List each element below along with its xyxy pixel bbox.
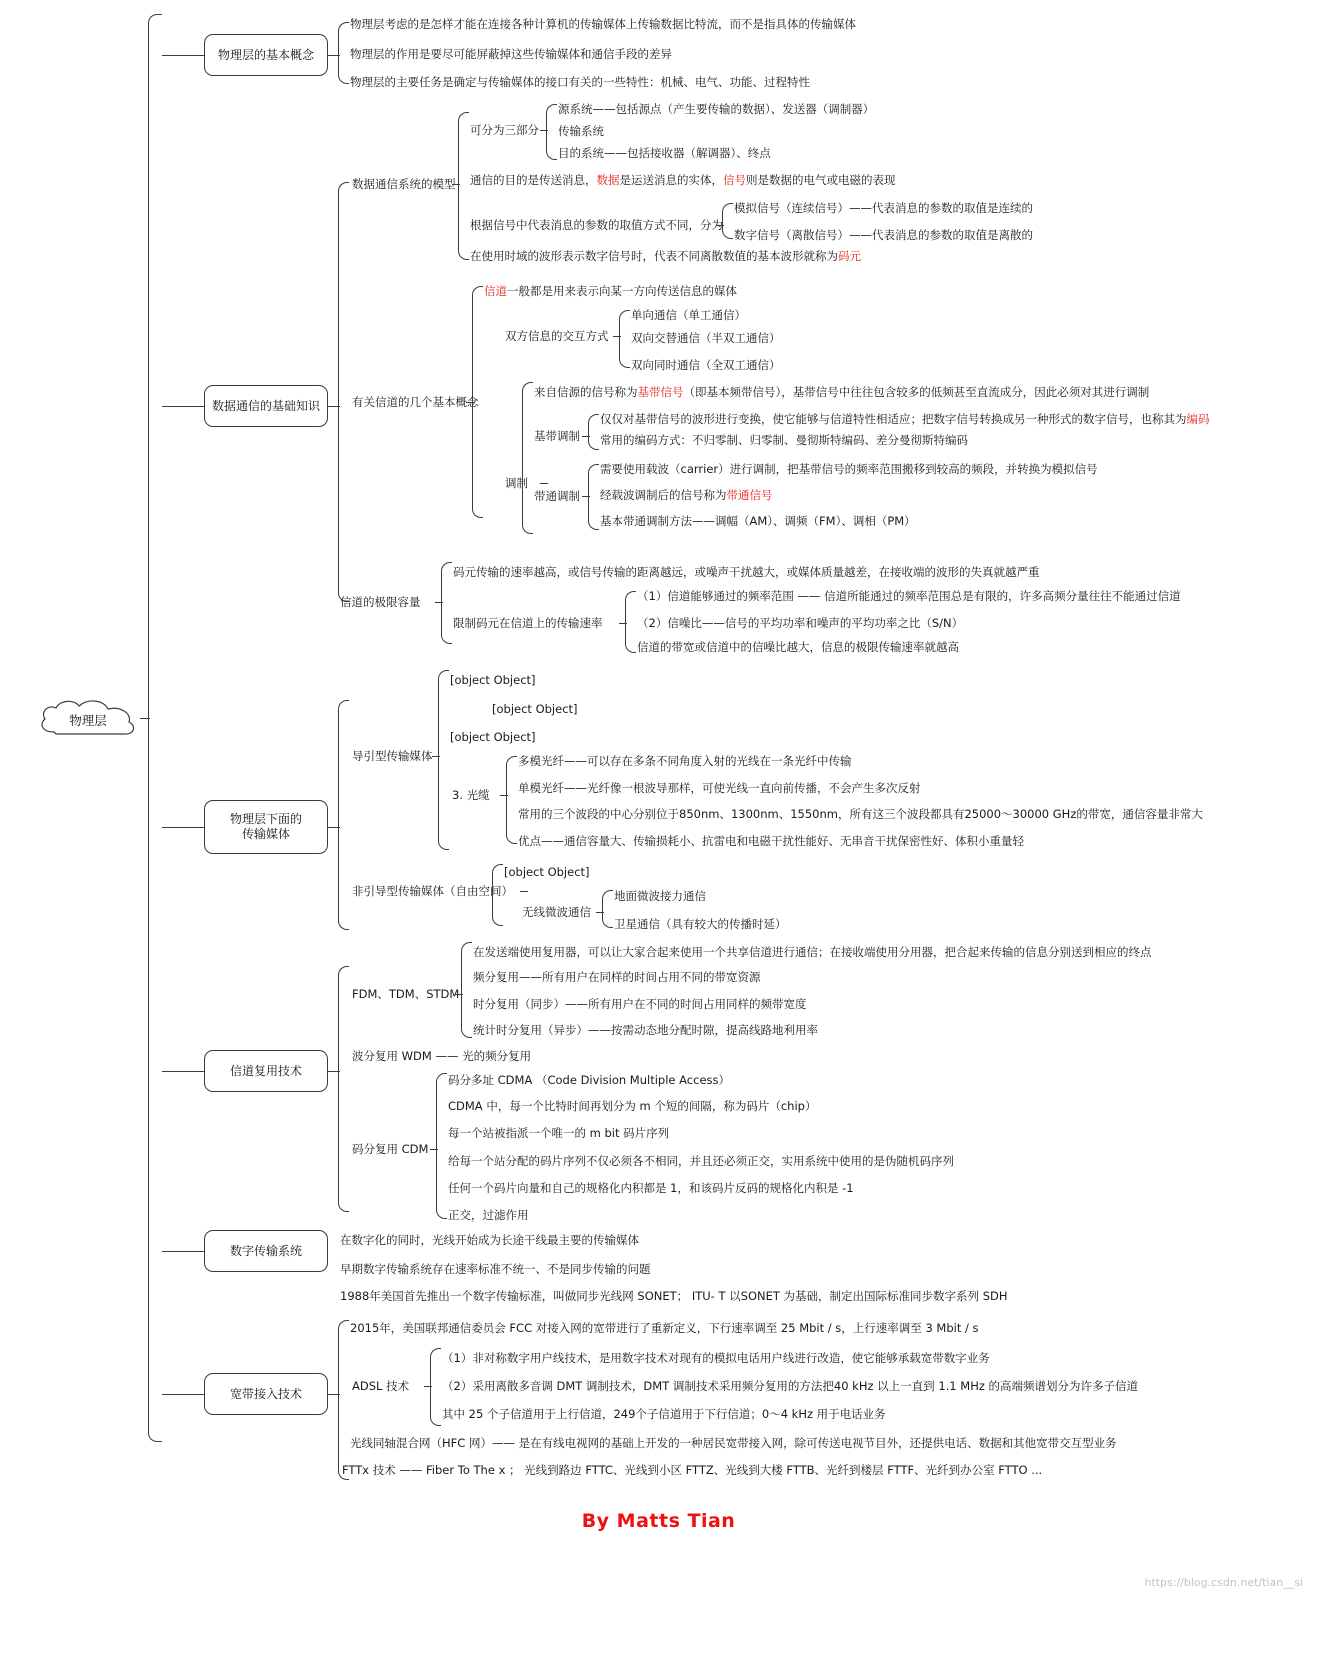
list-item: [object Object]	[504, 865, 590, 879]
list-item: （2）采用离散多音调 DMT 调制技术，DMT 调制技术采用频分复用的方法把40 kHz 以上一直到 1.1 MHz 的高端频谱划分为许多子信道	[442, 1379, 1139, 1393]
branch-label-broadband: 宽带接入技术	[229, 1386, 302, 1401]
list-item	[600, 489, 773, 502]
list-item	[600, 413, 1210, 426]
list-item: 双向同时通信（全双工通信）	[631, 358, 781, 372]
branch-node-mux[interactable]	[204, 1050, 328, 1092]
sub-label-guided: 导引型传输媒体	[352, 749, 433, 763]
text-seg-red: 信号	[723, 173, 746, 187]
list-item: （1）信道能够通过的频率范围 —— 信道所能通过的频率范围总是有限的，许多高频分量往往不能通过信道	[637, 589, 1181, 603]
brace-fiber	[506, 756, 517, 844]
list-item: 多模光纤——可以存在多条不同角度入射的光线在一条光纤中传输	[518, 754, 852, 768]
sub-label-baseband-mod: 基带调制	[534, 429, 580, 443]
list-item: 早期数字传输系统存在速率标准不统一、不是同步传输的问题	[340, 1262, 651, 1276]
text-seg: 经载波调制后的信号称为	[600, 488, 727, 502]
sub-label-fdm: FDM、TDM、STDM	[352, 987, 460, 1001]
text-seg-red: 编码	[1186, 412, 1210, 426]
list-item: （2）信噪比——信号的平均功率和噪声的平均功率之比（S/N）	[637, 616, 964, 630]
list-item: 物理层的作用是要尽可能屏蔽掉这些传输媒体和通信手段的差异	[350, 47, 672, 61]
sub-label-microwave: 无线微波通信	[522, 905, 591, 919]
byline: By Matts Tian	[581, 1510, 736, 1532]
sub-label-signal-types: 根据信号中代表消息的参数的取值方式不同，分为	[470, 218, 723, 232]
watermark: https://blog.csdn.net/tian__si	[1144, 1576, 1303, 1589]
list-item: 码分多址 CDMA （Code Division Multiple Access）	[448, 1073, 731, 1087]
connector-modulation	[540, 483, 548, 484]
branch-label-digital: 数字传输系统	[229, 1243, 302, 1258]
list-item: 码元传输的速率越高，或信号传输的距离越远，或噪声干扰越大，或媒体质量越差，在接收端的波形的失真就越严重	[453, 565, 1040, 579]
sub-label-adsl: ADSL 技术	[352, 1379, 410, 1393]
list-item: [object Object]	[450, 730, 536, 744]
branch-label-media-line1: 物理层下面的	[229, 812, 302, 826]
text-seg-red: 数据	[596, 173, 620, 187]
branch-node-broadband[interactable]	[204, 1373, 328, 1415]
sub-label-fiber: 3. 光缆	[452, 788, 490, 802]
sub-label-modulation: 调制	[505, 476, 528, 490]
list-item: 优点——通信容量大、传输损耗小、抗雷电和电磁干扰性能好、无串音干扰保密性好、体积小重量轻	[518, 834, 1024, 848]
list-item: 数字信号（离散信号）——代表消息的参数的取值是离散的	[734, 228, 1033, 242]
list-item: 源系统——包括源点（产生要传输的数据）、发送器（调制器）	[558, 102, 875, 116]
list-item: 正交，过滤作用	[448, 1208, 529, 1222]
rich-line-data-signal	[470, 174, 896, 187]
list-item: FTTx 技术 —— Fiber To The x ； 光线到路边 FTTC、光线到小区 FTTZ、光线到大楼 FTTB、光纤到楼层 FTTF、光纤到办公室 FTTO ...	[342, 1463, 1043, 1477]
sub-label-cdm: 码分复用 CDM	[352, 1142, 429, 1156]
list-item: 光线同轴混合网（HFC 网）—— 是在有线电视网的基础上开发的一种居民宽带接入网，除可传送电视节目外，还提供电话、数据和其他宽带交互型业务	[350, 1436, 1117, 1450]
connector-datacomm	[162, 406, 204, 407]
sub-label-three-parts: 可分为三部分	[470, 123, 539, 137]
text-seg: 一般都是用来表示向某一方向传送信息的媒体	[507, 284, 737, 298]
brace-fdm	[461, 942, 472, 1038]
branch-label-basic: 物理层的基本概念	[217, 47, 314, 62]
list-item: 每一个站被指派一个唯一的 m bit 码片序列	[448, 1126, 670, 1140]
list-item: [object Object]	[492, 702, 578, 716]
list-item: 信道的带宽或信道中的信噪比越大，信息的极限传输速率就越高	[637, 640, 959, 654]
rich-line-baseband-signal	[534, 386, 1149, 399]
list-item: 在数字化的同时，光线开始成为长途干线最主要的传输媒体	[340, 1233, 639, 1247]
sub-label-bandpass-mod: 带通调制	[534, 489, 580, 503]
text-seg: 仅仅对基带信号的波形进行变换，使它能够与信道特性相适应；把数字信号转换成另一种形式的数字信号，也称其为	[600, 412, 1187, 426]
branch-label-media-line2: 传输媒体	[241, 827, 290, 841]
brace-cdm	[436, 1073, 447, 1219]
text-seg: 在使用时域的波形表示数字信号时，代表不同离散数值的基本波形就称为	[470, 249, 838, 263]
connector-basic	[162, 55, 204, 56]
text-seg: 来自信源的信号称为	[534, 385, 638, 399]
sub-label-wdm: 波分复用 WDM —— 光的频分复用	[352, 1049, 532, 1063]
list-item: [object Object]	[450, 673, 536, 687]
list-item: 频分复用——所有用户在同样的时间占用不同的带宽资源	[473, 970, 761, 984]
brace-adsl	[430, 1348, 441, 1426]
list-item: 常用的三个波段的中心分别位于850nm、1300nm、1550nm，所有这三个波段都具有25000～30000 GHz的带宽，通信容量非常大	[518, 807, 1203, 821]
list-item: 在发送端使用复用器，可以让大家合起来使用一个共享信道进行通信；在接收端使用分用器，把合起来传输的信息分别送到相应的终点	[473, 945, 1152, 959]
list-item: 单向通信（单工通信）	[631, 308, 746, 322]
brace-model	[458, 112, 469, 260]
list-item: 2015年，美国联邦通信委员会 FCC 对接入网的宽带进行了重新定义，下行速率调至 25 Mbit / s，上行速率调至 3 Mbit / s	[350, 1321, 979, 1335]
sub-label-unguided: 非引导型传输媒体（自由空间）	[352, 884, 513, 898]
brace-microwave	[602, 890, 613, 928]
rich-line-code-element	[470, 250, 861, 263]
brace-rate-limits	[625, 591, 636, 653]
rich-line-channel-def	[484, 285, 737, 298]
branch-node-basic[interactable]	[204, 34, 328, 76]
brace-modulation	[522, 382, 533, 534]
branch-node-datacomm[interactable]	[204, 385, 328, 427]
text-seg: （即基本频带信号），基带信号中往往包含较多的低频甚至直流成分，因此必须对其进行调制	[683, 385, 1150, 399]
brace-channel	[472, 286, 483, 518]
brace-bandpass-mod	[588, 464, 599, 530]
sub-label-channel: 有关信道的几个基本概念	[352, 395, 479, 409]
list-item: 基本带通调制方法——调幅（AM）、调频（FM）、调相（PM）	[600, 514, 916, 528]
root-connector	[140, 718, 150, 719]
list-item: 统计时分复用（异步）——按需动态地分配时隙，提高线路地利用率	[473, 1023, 818, 1037]
list-item: 需要使用载波（carrier）进行调制，把基带信号的频率范围搬移到较高的频段，并转换为模拟信号	[600, 462, 1098, 476]
connector-unguided	[520, 891, 528, 892]
list-item: 卫星通信（具有较大的传播时延）	[614, 917, 787, 931]
sub-label-capacity: 信道的极限容量	[340, 595, 421, 609]
sub-label-model: 数据通信系统的模型	[352, 177, 456, 191]
list-item: 物理层的主要任务是确定与传输媒体的接口有关的一些特性：机械、电气、功能、过程特性	[350, 75, 810, 89]
list-item: 双向交替通信（半双工通信）	[631, 331, 781, 345]
list-item: （1）非对称数字用户线技术，是用数字技术对现有的模拟电话用户线进行改造，使它能够承载宽带数字业务	[442, 1351, 990, 1365]
text-seg-red: 码元	[838, 249, 861, 263]
text-seg-red: 带通信号	[726, 488, 773, 502]
branch-node-digital[interactable]	[204, 1230, 328, 1272]
text-seg: 是运送消息的实体，	[619, 173, 723, 187]
brace-media	[338, 700, 349, 930]
list-item: 1988年美国首先推出一个数字传输标准，叫做同步光线网 SONET； ITU- T 以SONET 为基础，制定出国际标准同步数字系列 SDH	[340, 1289, 1008, 1303]
text-seg: 则是数据的电气或电磁的表现	[746, 173, 896, 187]
list-item: 地面微波接力通信	[614, 889, 706, 903]
connector-media	[162, 827, 204, 828]
list-item: 常用的编码方式：不归零制、归零制、曼彻斯特编码、差分曼彻斯特编码	[600, 433, 968, 447]
text-seg: 通信的目的是传送消息，	[470, 173, 597, 187]
root-brace	[148, 14, 162, 1442]
list-item: 其中 25 个子信道用于上行信道，249个子信道用于下行信道；0～4 kHz 用于电话业务	[442, 1407, 886, 1421]
root-node[interactable]	[36, 698, 140, 742]
sub-label-rate-limits: 限制码元在信道上的传输速率	[453, 616, 603, 630]
connector-broadband	[162, 1394, 204, 1395]
brace-three-parts	[546, 104, 557, 160]
list-item: 传输系统	[558, 124, 604, 138]
list-item: 物理层考虑的是怎样才能在连接各种计算机的传输媒体上传输数据比特流，而不是指具体的传输媒体	[350, 17, 856, 31]
list-item: 时分复用（同步）——所有用户在不同的时间占用同样的频带宽度	[473, 997, 807, 1011]
brace-interaction	[619, 310, 630, 368]
sub-label-interaction: 双方信息的交互方式	[505, 329, 609, 343]
text-seg-red: 信道	[484, 284, 507, 298]
brace-mux	[338, 966, 349, 1212]
brace-broadband	[338, 1320, 349, 1480]
brace-unguided	[492, 864, 503, 926]
brace-baseband-mod	[588, 414, 599, 450]
connector-mux	[162, 1071, 204, 1072]
connector-digital	[162, 1251, 204, 1252]
list-item: 单模光纤——光纤像一根波导那样，可使光线一直向前传播，不会产生多次反射	[518, 781, 921, 795]
list-item: 给每一个站分配的码片序列不仅必须各不相同，并且还必须正交，实用系统中使用的是伪随机码序列	[448, 1154, 954, 1168]
list-item: CDMA 中，每一个比特时间再划分为 m 个短的间隔，称为码片（chip）	[448, 1099, 817, 1113]
list-item: 模拟信号（连续信号）——代表消息的参数的取值是连续的	[734, 201, 1033, 215]
branch-node-media[interactable]	[204, 800, 328, 854]
brace-capacity	[441, 562, 452, 644]
brace-signal-types	[722, 203, 733, 239]
branch-label-datacomm: 数据通信的基础知识	[211, 398, 320, 413]
brace-datacomm	[338, 182, 349, 602]
list-item: 目的系统——包括接收器（解调器）、终点	[558, 146, 771, 160]
text-seg-red: 基带信号	[637, 385, 684, 399]
brace-guided	[438, 670, 449, 850]
root-label: 物理层	[69, 713, 107, 728]
brace-basic	[338, 22, 349, 84]
list-item: 任何一个码片向量和自己的规格化内积都是 1，和该码片反码的规格化内积是 -1	[448, 1181, 854, 1195]
branch-label-mux: 信道复用技术	[229, 1063, 302, 1078]
